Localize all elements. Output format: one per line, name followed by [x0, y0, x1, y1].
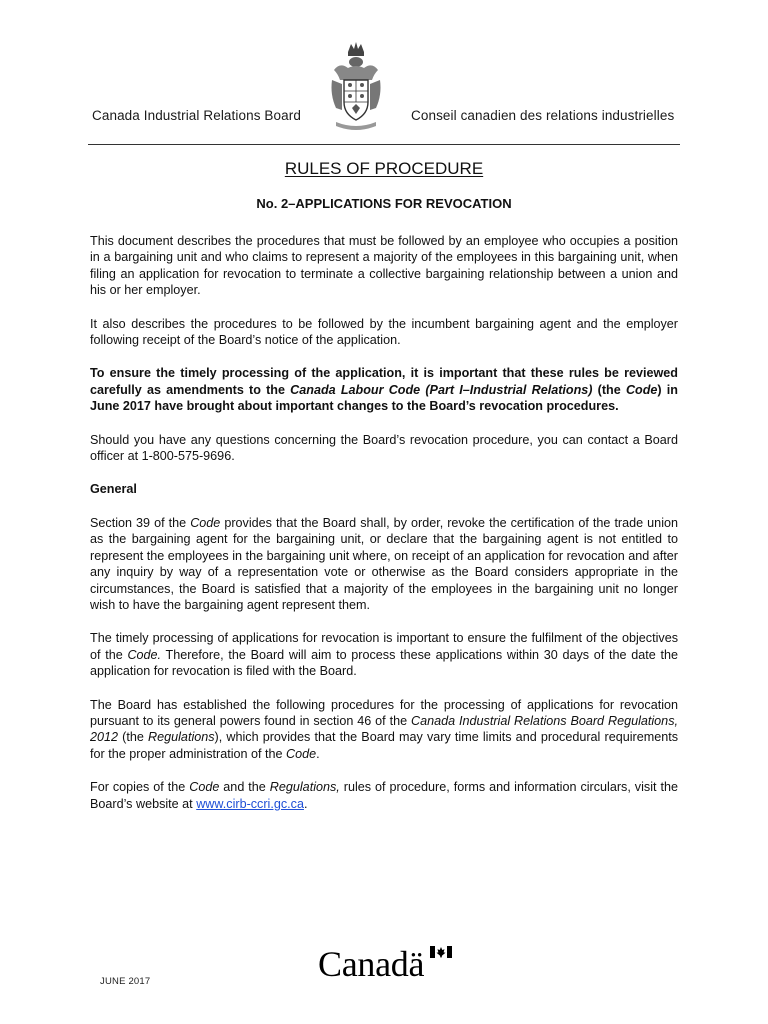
document-header: [0, 0, 768, 146]
code-full-title: Canada Labour Code (Part I–Industrial Relations): [290, 382, 593, 397]
procedures-paragraph: [90, 697, 678, 763]
timely-text-2: Therefore, the Board will aim to process these applications within 30 days of the date the application for revocation is filed with the Board.: [90, 647, 678, 679]
copies-text-4: .: [303, 796, 308, 811]
footer-date: JUNE 2017: [100, 976, 151, 987]
procedures-text-1: The Board has established the following procedures for the processing of applications for revocation pursuant to its general powers found in section 46 of the: [90, 697, 678, 728]
notice-text-2: (the: [592, 382, 626, 397]
canada-wordmark: [318, 944, 454, 984]
copies-paragraph: [90, 779, 678, 812]
procedures-text-3: ), which provides that the Board may vary time limits and procedural requirements for the proper administration of the: [90, 730, 678, 761]
canada-wordmark-text: Canadä: [318, 944, 425, 984]
code-title: Code: [189, 780, 220, 795]
notice-paragraph: [90, 365, 678, 414]
section-39-text-1: Section 39 of the: [90, 515, 191, 530]
notice-text-1: To ensure the timely processing of the application, it is important that these rules be reviewed carefully as amendments to the: [90, 366, 678, 397]
intro-paragraph-1: This document describes the procedures that must be followed by an employee who occupies a position in a bargaining unit and who claims to represent a majority of the employees in this bargaining unit, when filing an application for revocation to terminate a collective bargaining relationship between a union and his or her employer.: [90, 234, 678, 298]
document-body: [90, 233, 678, 829]
copies-text-1: For copies of the: [90, 780, 190, 795]
document-subtitle: No. 2–APPLICATIONS FOR REVOCATION: [256, 196, 512, 211]
code-title: Code.: [127, 647, 162, 662]
procedures-text-2: (the: [118, 730, 149, 745]
procedures-text-4: .: [316, 746, 320, 761]
regulations-title: Regulations,: [269, 780, 340, 795]
general-heading: General: [90, 482, 137, 497]
copies-text-3: rules of procedure, forms and information circulars, visit the Board’s website at: [90, 780, 678, 811]
code-short-title: Code: [625, 382, 658, 397]
regulations-full-title: Canada Industrial Relations Board Regulations, 2012: [90, 713, 678, 745]
copies-text-2: and the: [219, 780, 270, 795]
timely-text-1: The timely processing of applications for revocation is important to ensure the fulfilment of the objectives of the: [90, 631, 678, 662]
notice-text-3: ) in June 2017 have brought about important changes to the Board’s revocation procedures.: [90, 382, 678, 414]
canada-flag-icon: [430, 946, 452, 958]
coat-of-arms-icon: [328, 40, 384, 132]
org-name-french: Conseil canadien des relations industrielles: [411, 108, 675, 123]
code-title: Code: [286, 746, 317, 761]
code-title: Code: [190, 515, 221, 530]
timely-processing-paragraph: [90, 630, 678, 679]
document-title: RULES OF PROCEDURE: [284, 159, 484, 178]
regulations-short-title: Regulations: [148, 730, 215, 745]
intro-paragraph-2: It also describes the procedures to be followed by the incumbent bargaining agent and the employer following receipt of the Board’s notice of the application.: [90, 316, 678, 348]
board-website-link[interactable]: www.cirb-ccri.gc.ca: [196, 796, 304, 811]
org-name-english: Canada Industrial Relations Board: [92, 108, 301, 123]
section-39-paragraph: [90, 515, 678, 613]
section-39-text-2: provides that the Board shall, by order, revoke the certification of the trade union as the bargaining agent for the bargaining unit, or declare that the bargaining agent is not entitled to represent the employees in the bargaining unit where, on receipt of an application for revocation and after any inquiry by way of a representation vote or otherwise as the Board considers appropriate in the circumstances, the Board is satisfied that a majority of the employees in the bargaining unit no longer wish to have the bargaining agent represent them.: [90, 515, 678, 612]
contact-paragraph: Should you have any questions concerning the Board’s revocation procedure, you can contact a Board officer at 1-800-575-9696.: [90, 432, 678, 464]
header-divider: [88, 144, 680, 145]
